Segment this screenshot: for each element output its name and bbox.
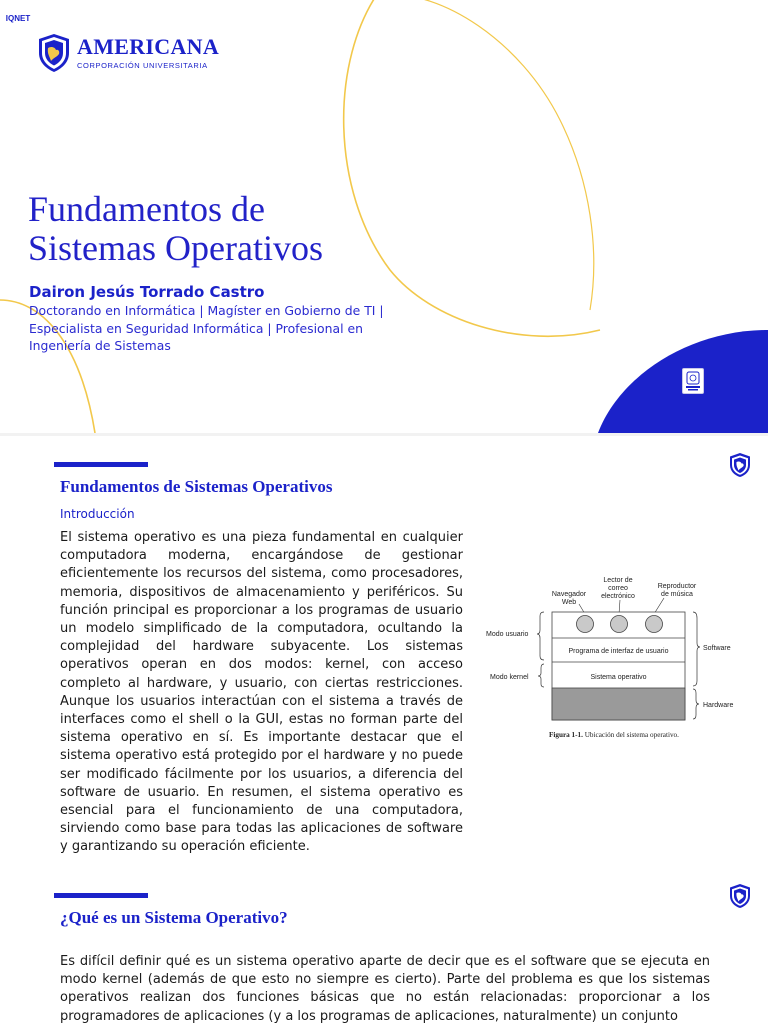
cover-slide [0, 0, 768, 433]
label-kernel-mode: Modo kernel [490, 674, 529, 681]
section-title: Fundamentos de Sistemas Operativos [60, 477, 333, 496]
slide-introduction [0, 436, 768, 866]
label-browser-line1: Navegador [551, 591, 587, 598]
iqnet-label: IQNET [5, 13, 31, 23]
brand-logo[interactable] [37, 33, 219, 73]
shield-logo-icon [37, 33, 71, 73]
author-name: Dairon Jesús Torrado Castro [29, 283, 265, 301]
label-ui-program: Programa de interfaz de usuario [568, 648, 669, 655]
page-title: Fundamentos de Sistemas Operativos [28, 189, 323, 268]
section-title: ¿Qué es un Sistema Operativo? [60, 908, 288, 927]
os-location-diagram [484, 576, 744, 746]
author-credentials: Doctorando en Informática | Magíster en Gobierno de TI | Especialista en Seguridad Informática | Profesional en Ingeniería de Sistemas [29, 303, 384, 353]
label-user-mode: Modo usuario [486, 631, 529, 638]
label-software: Software [703, 645, 731, 652]
gold-arc-right [385, 0, 594, 310]
section-body: El sistema operativo es una pieza fundamental en cualquier computadora moderna, encargándose de gestionar eficientemente los recursos del sistema, como procesadores, memoria, dispositivos de almacenamiento y periféricos. Su función principal es proporcionar a los programas de usuario un modelo simplificado de la computadora, ocultando la complejidad del hardware subyacente. Los sistemas operativos operan en dos modos: kernel, con acceso completo al hardware, y usuario, con ciertas restricciones. Aunque los usuarios interactúan con el sistema a través de interfaces como el shell o la GUI, estas no forman parte del sistema operativo en sí. Es importante destacar que el sistema operativo está protegido por el hardware y no puede ser modificado fácilmente por los usuarios, a diferencia del software de usuario. En resumen, el sistema operativo es esencial para el funcionamiento de una computadora, sirviendo como base para todas las aplicaciones de software y garantizando su operación eficiente. [60, 530, 463, 855]
section-body: Es difícil definir qué es un sistema operativo aparte de decir que es el software que se ejecuta en modo kernel (además de que esto no siempre es cierto). Parte del problema es que los sistemas operativos realizan dos funciones básicas que no están relacionadas: proporcionar a los programadores de aplicaciones (y a los programas de aplicaciones, naturalmente) un conjunto [60, 954, 710, 1024]
accent-bar [54, 462, 148, 467]
section-subtitle: Introducción [60, 507, 135, 521]
label-mail-line3: electrónico [601, 593, 635, 600]
gold-arc-large [344, 0, 600, 336]
label-music-line2: de música [661, 591, 693, 598]
shield-icon [729, 883, 751, 909]
shield-icon [729, 452, 751, 478]
label-os: Sistema operativo [590, 674, 647, 681]
brand-name: AMERICANA [77, 34, 220, 59]
icontec-badge-icon [682, 368, 704, 394]
label-hardware: Hardware [703, 702, 734, 709]
figure-caption-text: Ubicación del sistema operativo. [584, 731, 679, 739]
figure-caption [549, 731, 679, 739]
label-browser-line2: Web [561, 599, 577, 606]
figure-caption-label: Figura 1-1. [549, 731, 583, 739]
slide-what-is-os [0, 866, 768, 1024]
label-mail-line2: correo [608, 585, 628, 592]
brand-subtitle: CORPORACIÓN UNIVERSITARIA [77, 61, 208, 70]
label-music-line1: Reproductor [657, 583, 697, 590]
label-mail-line1: Lector de [603, 577, 633, 584]
accent-bar [54, 893, 148, 898]
